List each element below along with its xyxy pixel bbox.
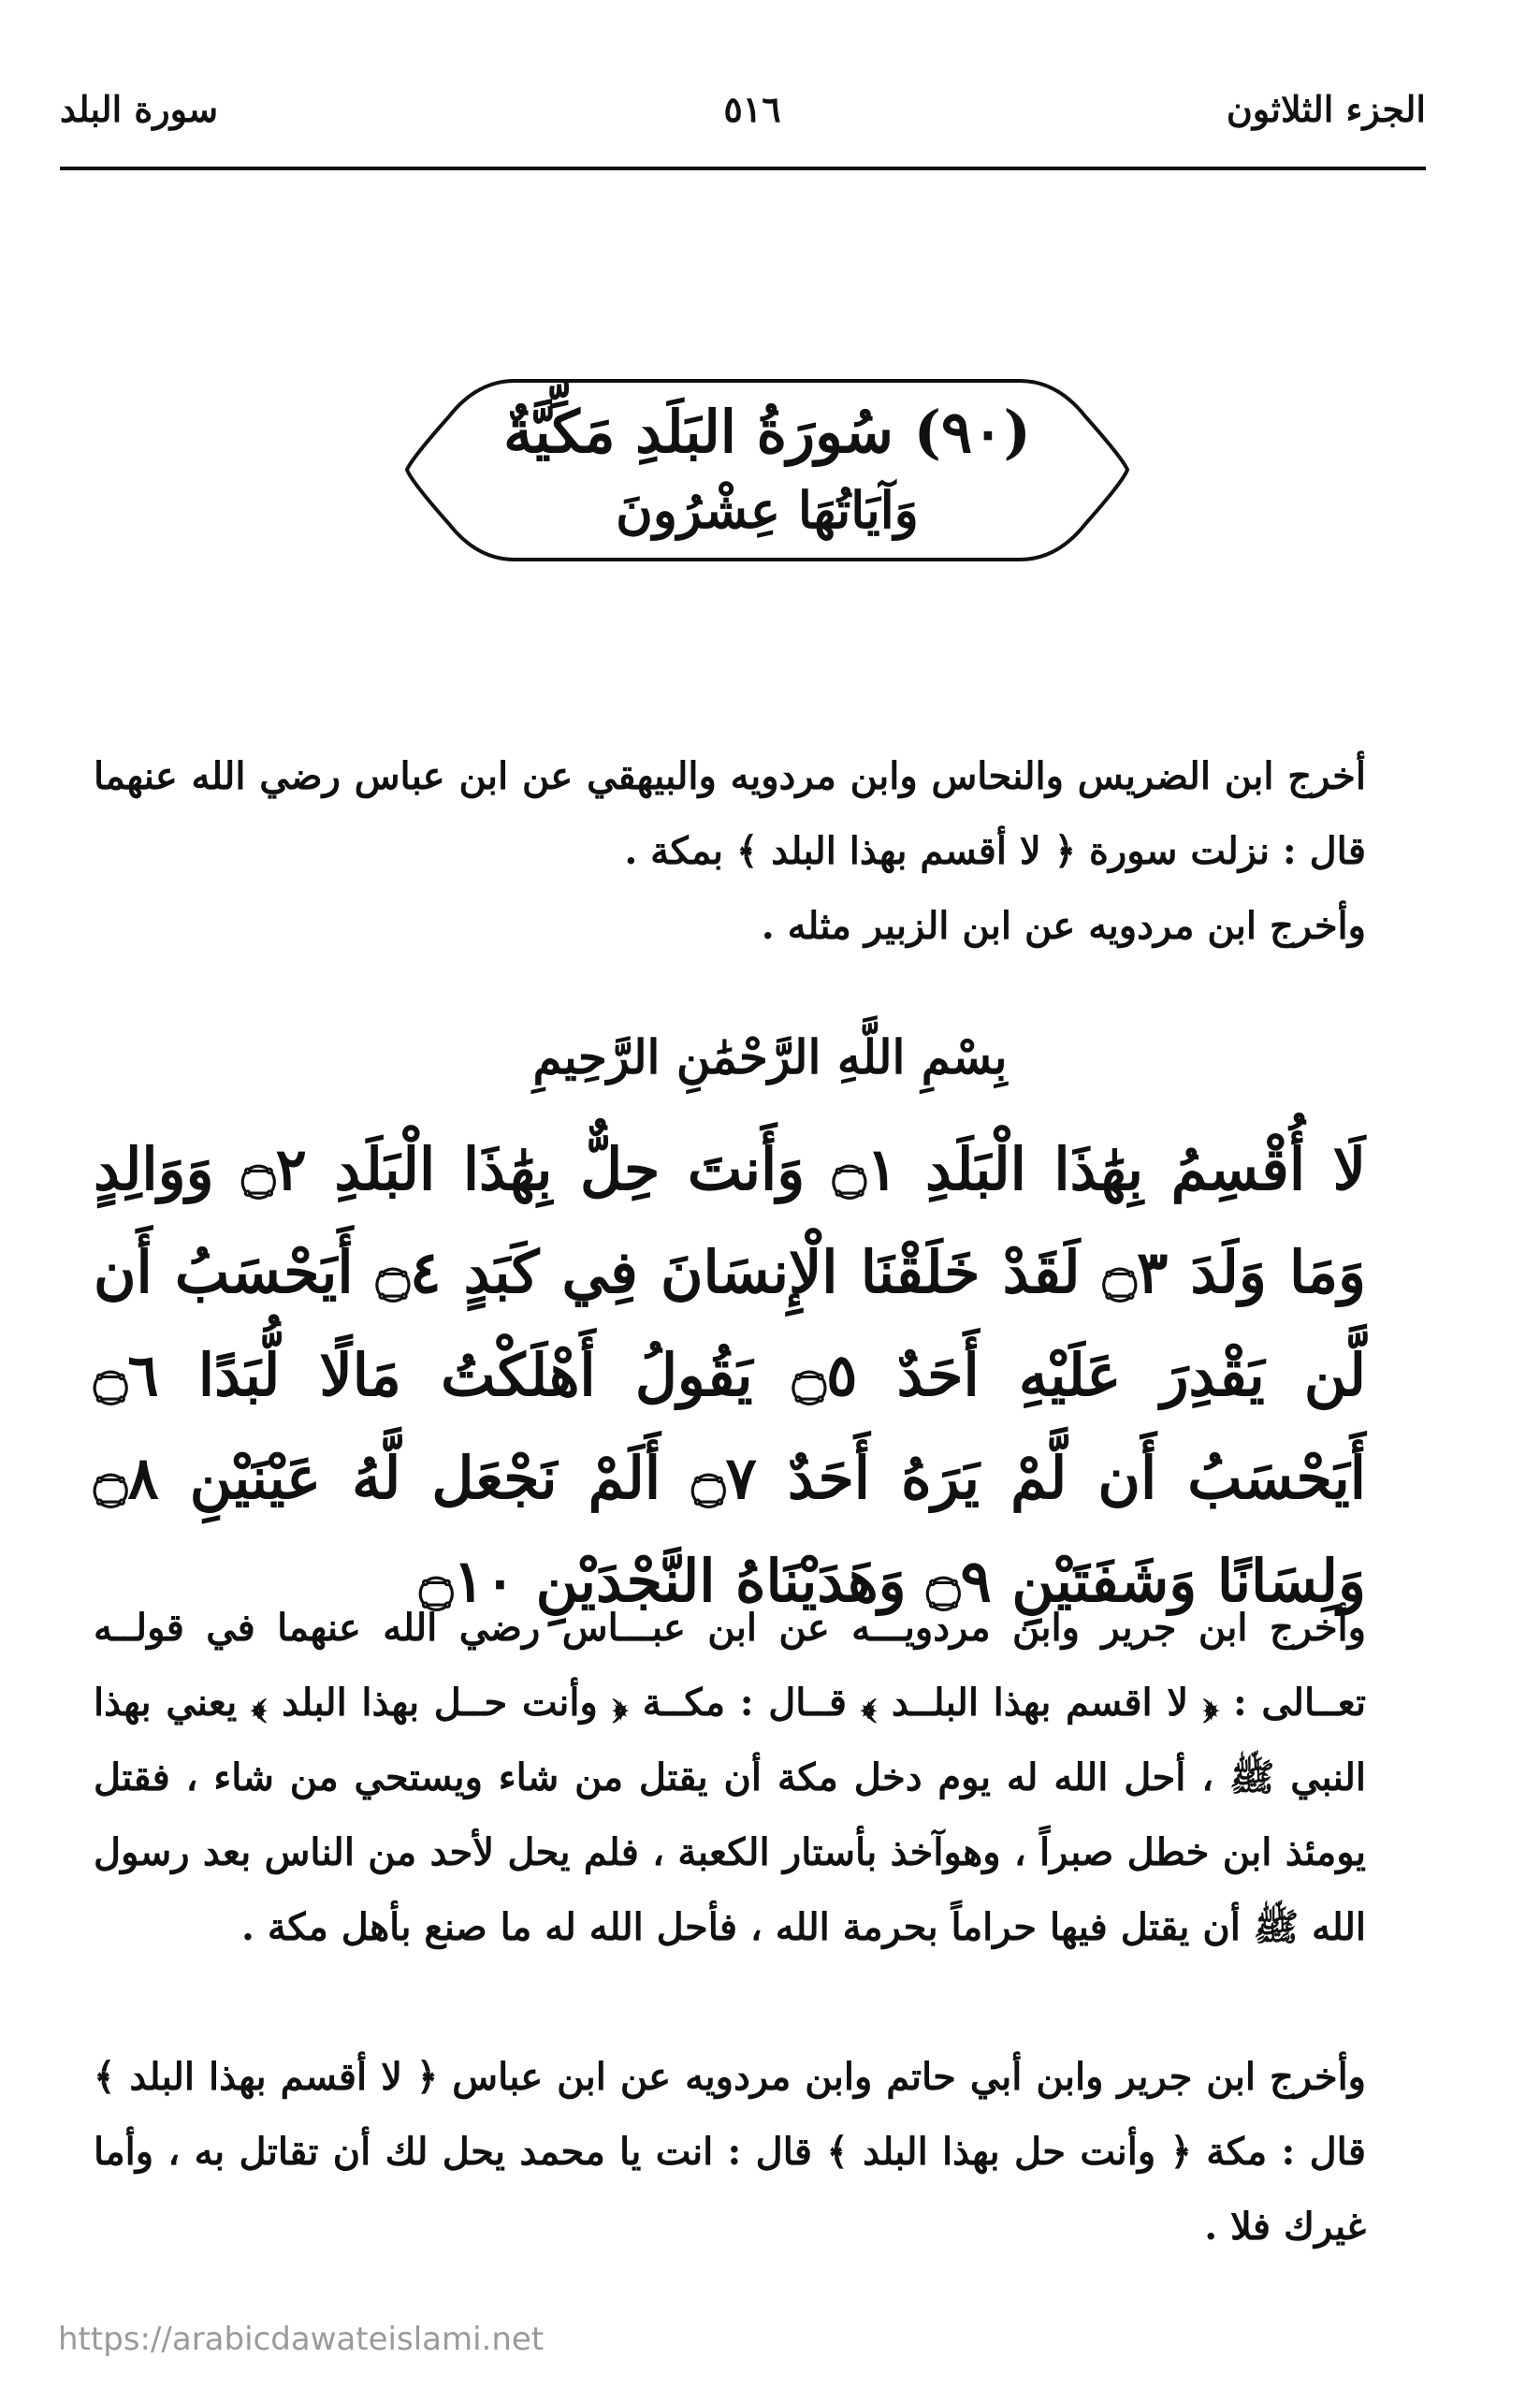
surah-title: (٩٠) سُورَةُ البَلَدِ مَكِّيَّةٌ (503, 398, 1031, 466)
surah-verse-count: وَآيَاتُهَا عِشْرُونَ (616, 480, 919, 540)
surah-name-label: سورة البلد (60, 88, 219, 130)
paragraph-commentary-1: وأخرج ابن جرير وابن مردويـــه عن ابن عبـــاس رضي الله عنهما في قولــه تعــالى : ﴿ لا اقسم بهذا البلــد ﴾ قــال : مكــة ﴿ وأنت حــل بهذا البلد ﴾ يعني بهذا النبي ﷺ ، أحل الله له يوم دخل مكة أن يقتل من شاء ويستحي من شاء ، فقتل يومئذ ابن خطل صبراً ، وهوآخذ بأستار الكعبة ، فلم يحل لأحد من الناس بعد رسول الله ﷺ أن يقتل فيها حراماً بحرمة الله ، فأحل الله له ما صنع بأهل مكة . (94, 1606, 1366, 1949)
page-number: ٥١٦ (723, 88, 781, 130)
watermark-url: https://arabicdawateislami.net (58, 2321, 545, 2358)
quran-verses: لَا أُقْسِمُ بِهَٰذَا الْبَلَدِ ۝١ وَأَنتَ حِلٌّ بِهَٰذَا الْبَلَدِ ۝٢ وَوَالِدٍ وَمَا وَلَدَ ۝٣ لَقَدْ خَلَقْنَا الْإِنسَانَ فِي كَبَدٍ ۝٤ أَيَحْسَبُ أَن لَّن يَقْدِرَ عَلَيْهِ أَحَدٌ ۝٥ يَقُولُ أَهْلَكْتُ مَالًا لُّبَدًا ۝٦ أَيَحْسَبُ أَن لَّمْ يَرَهُ أَحَدٌ ۝٧ أَلَمْ نَجْعَل لَّهُ عَيْنَيْنِ ۝٨ وَلِسَانًا وَشَفَتَيْنِ ۝٩ وَهَدَيْنَاهُ النَّجْدَيْنِ ۝١٠ (94, 1135, 1366, 1615)
basmala: بِسْمِ اللَّهِ الرَّحْمَٰنِ الرَّحِيمِ (532, 1029, 1008, 1085)
header-rule (60, 167, 1426, 170)
paragraph-intro: أخرج ابن الضريس والنحاس وابن مردويه والبيهقي عن ابن عباس رضي الله عنهما قال : نزلت سورة ﴿ لا أقسم بهذا البلد ﴾ بمكة . (94, 754, 1366, 873)
paragraph-commentary-2: وأخرج ابن جرير وابن أبي حاتم وابن مردويه عن ابن عباس ﴿ لا أقسم بهذا البلد ﴾ قال : مكة ﴿ وأنت حل بهذا البلد ﴾ قال : انت يا محمد يحل لك أن تقاتل به ، وأما غيرك فلا . (94, 2055, 1366, 2249)
page-header (60, 79, 1426, 144)
surah-title-cartouche (402, 370, 1132, 571)
juz-label: الجزء الثلاثون (1226, 88, 1426, 130)
paragraph-ibn-zubayr: وأخرج ابن مردويه عن ابن الزبير مثله . (761, 904, 1366, 948)
